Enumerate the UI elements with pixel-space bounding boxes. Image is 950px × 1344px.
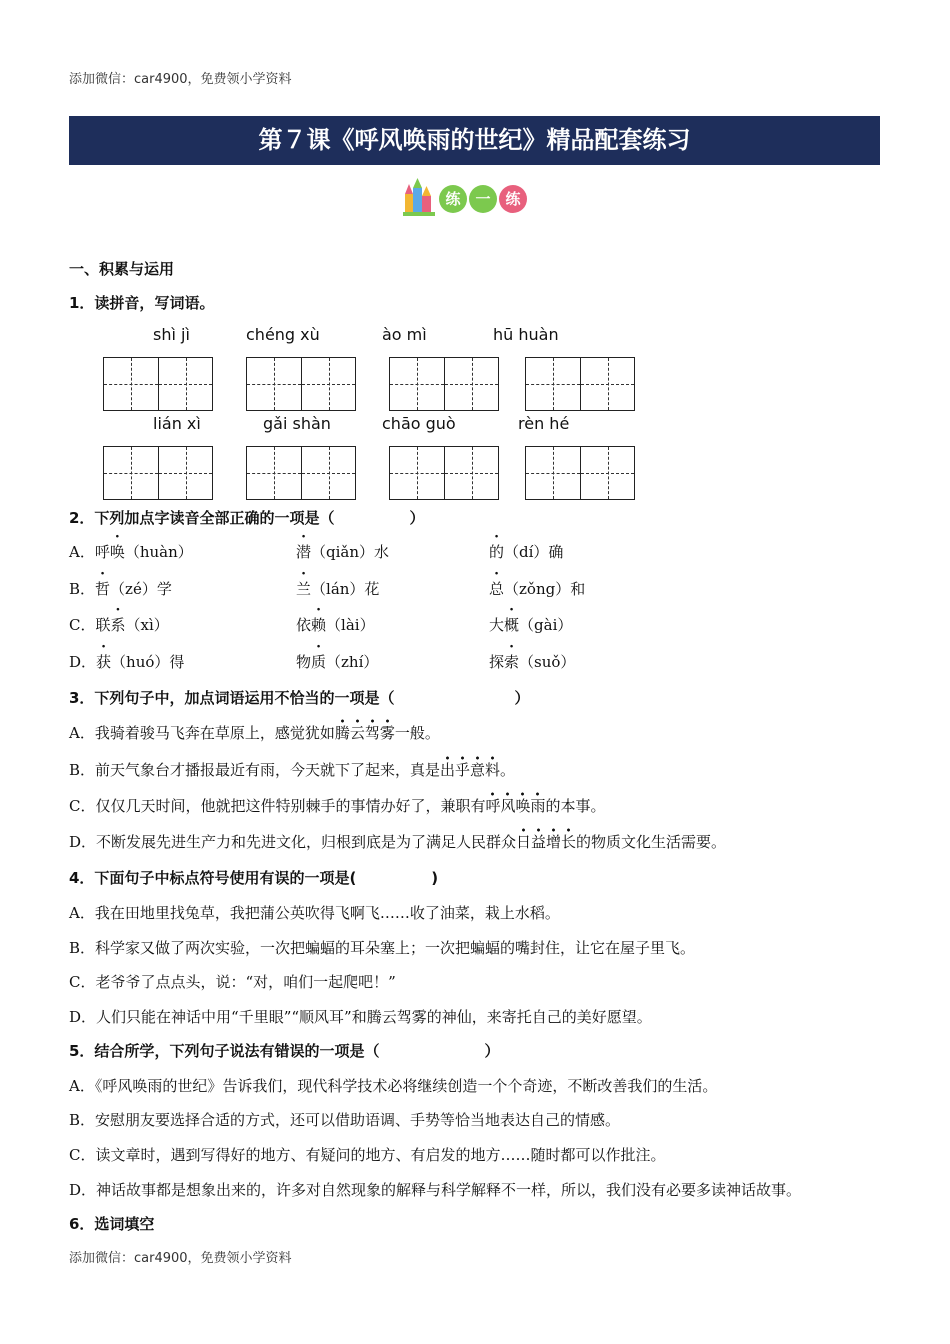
option-text: 一般。 xyxy=(394,724,440,742)
dotted-char: 总 xyxy=(489,580,505,598)
option-text: C．仅仅几天时间，他就把这件特别棘手的事情办好了，兼职有 xyxy=(69,797,486,815)
option-text: 的本事。 xyxy=(545,797,606,815)
option-a[interactable] xyxy=(69,541,193,562)
dotted-char: 的 xyxy=(489,543,505,561)
option-text: （zhí） xyxy=(326,653,379,671)
option-a[interactable] xyxy=(69,722,440,743)
option-d[interactable]: D．人们只能在神话中用“千里眼”“顺风耳”和腾云驾雾的神仙，来寄托自己的美好愿望。 xyxy=(69,1008,652,1026)
watermark-top: 添加微信：car4900，免费领小学资料 xyxy=(69,72,292,87)
option-text: （dí）确 xyxy=(504,543,564,561)
option-b[interactable]: B．科学家又做了两次实验，一次把蝙蝠的耳朵塞上；一次把蝙蝠的嘴封住，让它在屋子里飞。 xyxy=(69,939,696,957)
page-title: 第７课《呼风唤雨的世纪》精品配套练习 xyxy=(69,116,880,165)
option-b[interactable]: B．安慰朋友要选择合适的方式，还可以借助语调、手势等恰当地表达自己的情感。 xyxy=(69,1111,621,1129)
option-a-2 xyxy=(296,541,389,562)
option-text: 。 xyxy=(500,761,516,779)
watermark-bottom: 添加微信：car4900，免费领小学资料 xyxy=(69,1251,292,1266)
option-c[interactable]: C．读文章时，遇到写得好的地方、有疑问的地方、有启发的地方……随时都可以作批注。 xyxy=(69,1146,666,1164)
writing-grid[interactable] xyxy=(389,446,499,500)
option-text: B．前天气象台才播报最近有雨，今天就下了起来，真是 xyxy=(69,761,441,779)
option-text: （zǒng）和 xyxy=(504,580,586,598)
option-text: 的物质文化生活需要。 xyxy=(576,833,727,851)
dotted-char: 概 xyxy=(504,616,520,634)
pinyin: chéng xù xyxy=(246,325,320,344)
option-b[interactable] xyxy=(69,578,172,599)
writing-grid[interactable] xyxy=(103,446,213,500)
option-c[interactable]: C．老爷爷了点点头，说：“对，咱们一起爬吧！” xyxy=(69,973,396,991)
dotted-phrase: 呼风唤雨 xyxy=(485,791,545,815)
option-c-2 xyxy=(296,614,375,635)
pinyin: ào mì xyxy=(382,325,427,344)
question-5-title: 5．结合所学，下列句子说法有错误的一项是（ ） xyxy=(69,1042,500,1060)
dotted-char: 赖 xyxy=(311,616,327,634)
question-4-title: 4．下面句子中标点符号使用有误的一项是( ) xyxy=(69,869,439,887)
writing-grid[interactable] xyxy=(103,357,213,411)
writing-grid[interactable] xyxy=(389,357,499,411)
option-d[interactable]: D．神话故事都是想象出来的，许多对自然现象的解释与科学解释不一样，所以，我们没有必要多读神话故事。 xyxy=(69,1181,802,1199)
option-d-2 xyxy=(296,651,378,672)
pinyin: chāo guò xyxy=(382,414,456,433)
pinyin: gǎi shàn xyxy=(263,414,331,433)
pinyin: shì jì xyxy=(153,325,190,344)
practice-badge xyxy=(403,178,533,218)
option-text: 依 xyxy=(296,616,312,634)
option-text: （lài） xyxy=(326,616,375,634)
option-c-3 xyxy=(489,614,572,635)
question-3-title: 3．下列句子中，加点词语运用不恰当的一项是（ ） xyxy=(69,689,530,707)
writing-grid[interactable] xyxy=(246,446,356,500)
dotted-phrase: 出乎意料 xyxy=(440,755,500,779)
dotted-char: 获 xyxy=(96,653,112,671)
option-b-3 xyxy=(489,578,585,599)
option-b[interactable] xyxy=(69,759,515,780)
option-text: （lán）花 xyxy=(311,580,380,598)
option-text: （gài） xyxy=(519,616,573,634)
option-text: （huó）得 xyxy=(111,653,185,671)
castle-icon xyxy=(403,178,437,218)
option-a[interactable]: A．我在田地里找兔草，我把蒲公英吹得飞啊飞……收了油菜，栽上水稻。 xyxy=(69,904,560,922)
badge-char-2: 一 xyxy=(469,185,497,213)
option-d[interactable] xyxy=(69,831,726,852)
question-6-title: 6．选词填空 xyxy=(69,1215,155,1233)
option-text: 物 xyxy=(296,653,312,671)
pinyin: rèn hé xyxy=(518,414,570,433)
option-b-2 xyxy=(296,578,379,599)
dotted-char: 兰 xyxy=(296,580,312,598)
option-text: C．联 xyxy=(69,616,111,634)
option-a[interactable]: A．《呼风唤雨的世纪》告诉我们，现代科学技术必将继续创造一个个奇迹，不断改善我们的生活。 xyxy=(69,1077,718,1095)
dotted-phrase: 日益增长 xyxy=(516,827,576,851)
option-text: （suǒ） xyxy=(519,653,576,671)
option-text: D．不断发展先进生产力和先进文化，归根到底是为了满足人民群众 xyxy=(69,833,517,851)
option-text: （zé）学 xyxy=(110,580,172,598)
option-a-3 xyxy=(489,541,563,562)
badge-char-1: 练 xyxy=(439,185,467,213)
writing-grid[interactable] xyxy=(525,357,635,411)
dotted-char: 系 xyxy=(110,616,126,634)
option-text: （xì） xyxy=(125,616,169,634)
dotted-char: 唤 xyxy=(109,543,125,561)
dotted-char: 哲 xyxy=(95,580,111,598)
badge-pill xyxy=(433,185,533,213)
option-text: A．我骑着骏马飞奔在草原上，感觉犹如 xyxy=(69,724,335,742)
option-d[interactable] xyxy=(69,651,184,672)
pinyin: lián xì xyxy=(153,414,201,433)
option-d-3 xyxy=(489,651,575,672)
writing-grid[interactable] xyxy=(525,446,635,500)
question-2-title: 2．下列加点字读音全部正确的一项是（ ） xyxy=(69,509,425,527)
option-text: 探 xyxy=(489,653,505,671)
dotted-phrase: 腾云驾雾 xyxy=(335,718,395,742)
section-heading: 一、积累与运用 xyxy=(69,260,175,278)
option-c[interactable] xyxy=(69,614,169,635)
option-text: A．呼 xyxy=(69,543,110,561)
option-text: （qiǎn）水 xyxy=(311,543,390,561)
writing-grid[interactable] xyxy=(246,357,356,411)
option-text: （huàn） xyxy=(124,543,193,561)
dotted-char: 质 xyxy=(311,653,327,671)
pinyin: hū huàn xyxy=(493,325,559,344)
dotted-char: 索 xyxy=(504,653,520,671)
dotted-char: 潜 xyxy=(296,543,312,561)
option-text: D． xyxy=(69,653,97,671)
question-1-title: 1．读拼音，写词语。 xyxy=(69,294,215,312)
badge-char-3: 练 xyxy=(499,185,527,213)
option-text: B． xyxy=(69,580,96,598)
option-c[interactable] xyxy=(69,795,606,816)
option-text: 大 xyxy=(489,616,505,634)
